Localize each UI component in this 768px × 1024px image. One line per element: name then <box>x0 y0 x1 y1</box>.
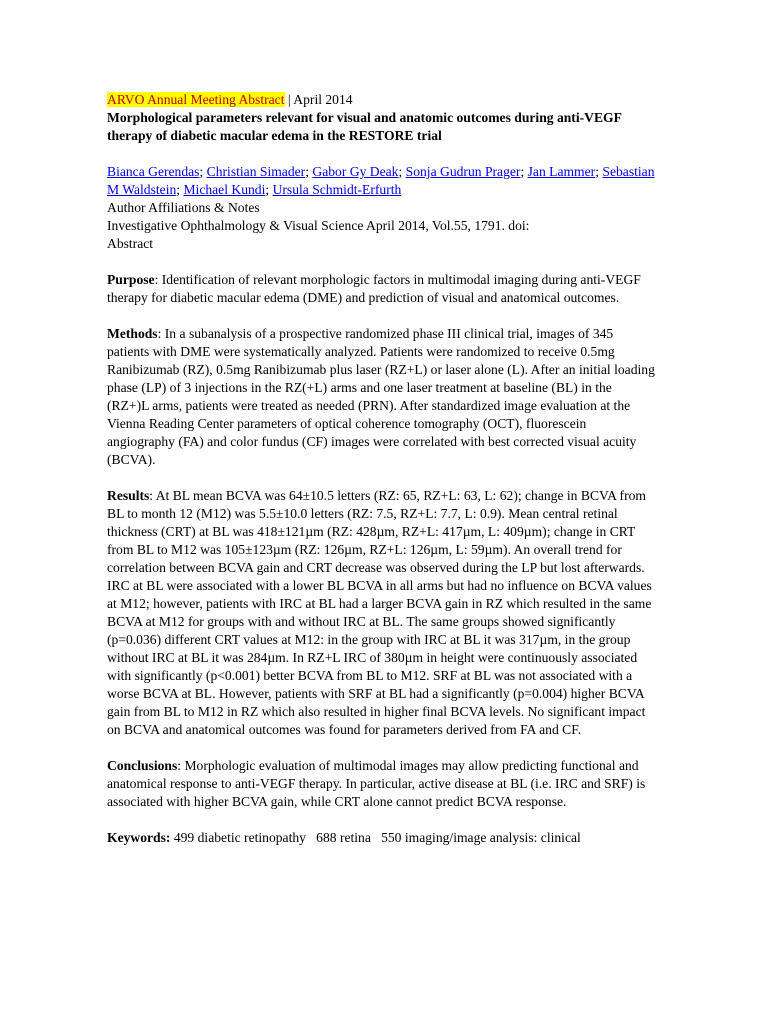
conclusions-section <box>107 757 655 811</box>
meeting-label: ARVO Annual Meeting Abstract <box>107 92 285 107</box>
journal-citation: Investigative Ophthalmology & Visual Science April 2014, Vol.55, 1791. doi: <box>107 218 530 233</box>
results-text: : At BL mean BCVA was 64±10.5 letters (RZ: 65, RZ+L: 63, L: 62); change in BCVA from BL to month 12 (M12) was 5.5±10.0 letters (RZ: 7.5, RZ+L: 7.7, L: 0.9). Mean central retinal thickness (CRT) at BL was 418±121µm (RZ: 428µm, RZ+L: 417µm, L: 409µm); change in CRT from BL to M12 was 105±123µm (RZ: 126µm, RZ+L: 126µm, L: 59µm). An overall trend for correlation between BCVA gain and CRT decrease was observed during the LP but lost afterwards. IRC at BL were associated with a lower BL BCVA in all arms but had no influence on BCVA values at M12; however, patients with IRC at BL had a larger BCVA gain in RZ which resulted in the same BCVA at M12 for groups with and without IRC at BL. The same groups showed significantly (p=0.036) different CRT values at M12: in the group with IRC at BL it was 317µm, in the group without IRC at BL it was 284µm. In RZ+L IRC of 380µm in height were continuously associated with significantly (p<0.001) better BCVA from BL to M12. SRF at BL was not associated with a worse BCVA at BL. However, patients with SRF at BL had a significantly (p=0.004) higher BCVA gain from BL to M12 in RZ which also resulted in higher final BCVA levels. No significant impact on BCVA and anatomical outcomes was found for parameters derived from FA and CF. <box>107 488 652 737</box>
spacer <box>107 253 655 271</box>
author-separator: ; <box>199 164 207 179</box>
methods-section <box>107 325 655 469</box>
affiliations-notes: Author Affiliations & Notes <box>107 200 260 215</box>
author-link[interactable]: Ursula Schmidt-Erfurth <box>272 182 402 197</box>
author-separator: ; <box>305 164 313 179</box>
author-link[interactable]: Jan Lammer <box>527 164 596 179</box>
keywords-text: 499 diabetic retinopathy 688 retina 550 imaging/image analysis: clinical <box>170 830 581 845</box>
author-link[interactable]: Bianca Gerendas <box>107 164 200 179</box>
results-label: Results <box>107 488 150 503</box>
author-separator: ; <box>265 182 273 197</box>
keywords-section <box>107 829 655 847</box>
author-separator: ; <box>595 164 603 179</box>
author-link[interactable]: Gabor Gy Deak <box>312 164 399 179</box>
keywords-label: Keywords: <box>107 830 171 845</box>
meeting-date: April 2014 <box>293 92 353 107</box>
purpose-label: Purpose <box>107 272 155 287</box>
header-separator: | <box>287 92 291 107</box>
author-link[interactable]: Michael Kundi <box>183 182 266 197</box>
author-separator: ; <box>520 164 528 179</box>
purpose-text: : Identification of relevant morphologic factors in multimodal imaging during anti-VEGF therapy for diabetic macular edema (DME) and prediction of visual and anatomical outcomes. <box>107 272 641 305</box>
author-separator: ; <box>176 182 184 197</box>
abstract-heading: Abstract <box>107 236 154 251</box>
author-link[interactable]: Sonja Gudrun Prager <box>405 164 521 179</box>
author-link[interactable]: Sebastian M Waldstein <box>107 164 655 197</box>
methods-text: : In a subanalysis of a prospective randomized phase III clinical trial, images of 345 patients with DME were systematically analyzed. Patients were randomized to receive 0.5mg Ranibizumab (RZ), 0.5mg Ranibizumab plus laser (RZ+L) or laser alone (L). After an initial loading phase (LP) of 3 injections in the RZ(+L) arms and one laser treatment at baseline (BL) in the (RZ+)L arms, patients were treated as needed (PRN). After standardized image evaluation at the Vienna Reading Center parameters of optical coherence tomography (OCT), fluorescein angiography (FA) and color fundus (CF) images were correlated with best corrected visual acuity (BCVA). <box>107 326 655 467</box>
spacer <box>107 739 655 757</box>
author-separator: ; <box>398 164 406 179</box>
spacer <box>107 145 655 163</box>
author-link[interactable]: Christian Simader <box>206 164 306 179</box>
spacer <box>107 811 655 829</box>
purpose-section <box>107 271 655 307</box>
spacer <box>107 469 655 487</box>
author-list <box>107 163 655 199</box>
conclusions-text: : Morphologic evaluation of multimodal images may allow predicting functional and anatomical response to anti-VEGF therapy. In particular, active disease at BL (i.e. IRC and SRF) is associated with higher BCVA gain, while CRT alone cannot predict BCVA response. <box>107 758 646 809</box>
spacer <box>107 307 655 325</box>
abstract-title: Morphological parameters relevant for visual and anatomic outcomes during anti-VEGF therapy of diabetic macular edema in the RESTORE trial <box>107 110 622 143</box>
conclusions-label: Conclusions <box>107 758 178 773</box>
methods-label: Methods <box>107 326 158 341</box>
meeting-header <box>107 91 655 109</box>
abstract-document <box>107 91 655 847</box>
results-section <box>107 487 655 739</box>
